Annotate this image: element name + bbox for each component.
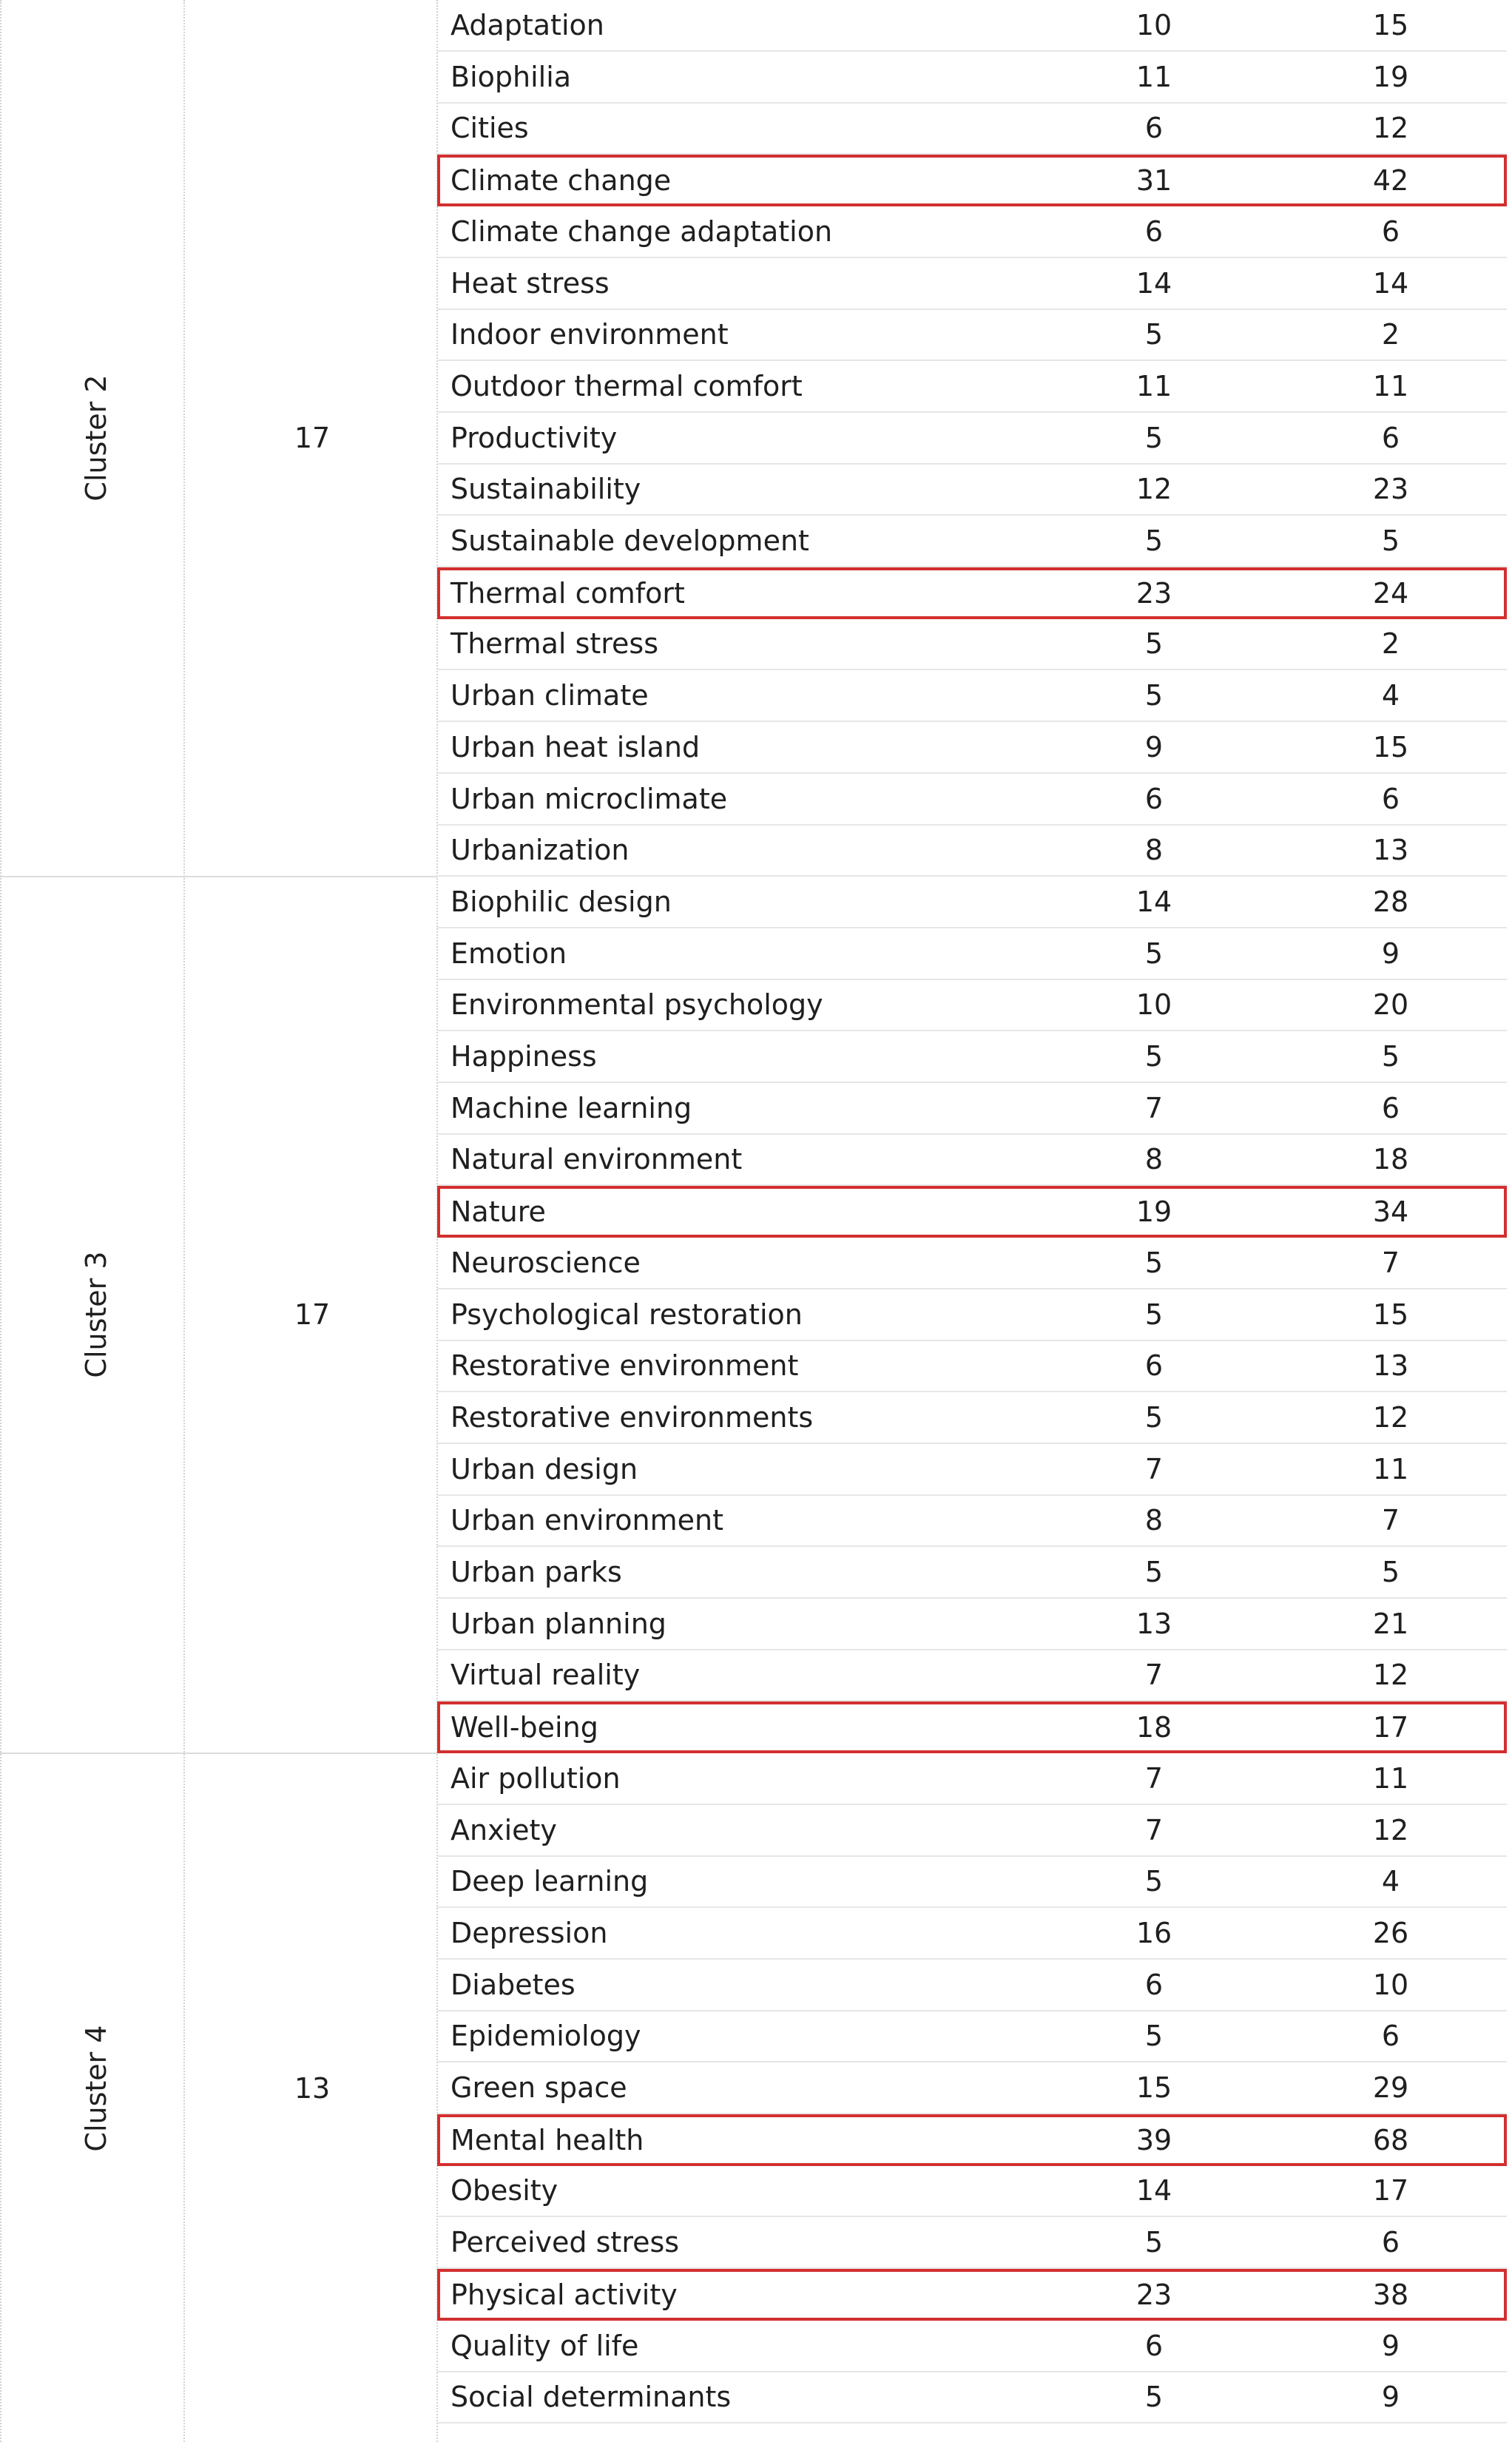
count-cell-a: 14 — [1135, 266, 1172, 300]
keyword-cell: Epidemiology — [450, 2020, 641, 2053]
count-cell-a: 7 — [1144, 1659, 1164, 1692]
count-cell-a: 5 — [1144, 1865, 1164, 1898]
count-cell-a: 5 — [1144, 627, 1164, 661]
count-cell-a: 8 — [1144, 1504, 1164, 1537]
count-cell-a: 5 — [1144, 937, 1164, 970]
count-cell-b: 2 — [1381, 627, 1400, 661]
count-cell-a: 10 — [1135, 9, 1172, 41]
count-cell-a: 5 — [1144, 2381, 1164, 2414]
table-row-highlighted — [437, 2114, 1507, 2166]
count-cell-b: 2 — [1381, 318, 1400, 351]
count-cell-a: 5 — [1144, 318, 1164, 351]
table-row — [437, 1444, 1507, 1496]
keyword-cell: Restorative environment — [450, 1349, 799, 1383]
count-cell-a: 5 — [1144, 421, 1164, 454]
keyword-cell: Environmental psychology — [450, 988, 823, 1022]
keyword-cell: Thermal comfort — [450, 576, 685, 610]
count-cell-b: 9 — [1381, 937, 1400, 970]
table-row — [437, 1289, 1507, 1341]
keyword-cell: Adaptation — [450, 9, 604, 41]
count-cell-b: 11 — [1372, 1761, 1409, 1795]
keyword-cell: Air pollution — [450, 1761, 621, 1795]
column-divider-cluster — [183, 0, 185, 2442]
count-cell-a: 8 — [1144, 834, 1164, 867]
count-cell-b: 7 — [1381, 1246, 1400, 1279]
table-row — [437, 2011, 1507, 2062]
table-row — [437, 670, 1507, 722]
keyword-cell: Outdoor thermal comfort — [450, 369, 803, 402]
count-cell-a: 7 — [1144, 1813, 1164, 1846]
count-cell-a: 6 — [1144, 1968, 1164, 2001]
table-row — [437, 1340, 1507, 1392]
keyword-cell: Indoor environment — [450, 318, 729, 351]
count-cell-b: 6 — [1381, 2020, 1400, 2053]
table-row — [437, 103, 1507, 155]
keyword-cell: Climate change adaptation — [450, 215, 833, 248]
count-cell-a: 7 — [1144, 1091, 1164, 1124]
keyword-cell: Green space — [450, 2071, 627, 2104]
table-row — [437, 979, 1507, 1031]
table-row-highlighted — [437, 1701, 1507, 1753]
count-cell-a: 5 — [1144, 679, 1164, 712]
table-row — [437, 618, 1507, 670]
count-cell-a: 12 — [1135, 473, 1172, 506]
keyword-cell: Climate change — [450, 164, 672, 198]
keyword-cell: Urban microclimate — [450, 782, 728, 815]
count-cell-b: 15 — [1372, 730, 1409, 763]
table-row — [437, 1238, 1507, 1289]
count-cell-b: 12 — [1372, 1813, 1409, 1846]
cluster-keyword-count: 17 — [294, 1298, 331, 1332]
count-cell-a: 6 — [1144, 782, 1164, 815]
count-cell-a: 6 — [1144, 215, 1164, 248]
count-cell-a: 9 — [1144, 730, 1164, 763]
table-row — [437, 825, 1507, 877]
count-cell-b: 6 — [1381, 215, 1400, 248]
table-row — [437, 2372, 1507, 2424]
count-cell-a: 5 — [1144, 1298, 1164, 1331]
table-row — [437, 52, 1507, 104]
count-cell-b: 17 — [1372, 1711, 1409, 1744]
table-left-border — [0, 0, 1, 2442]
keyword-cell: Thermal stress — [450, 627, 659, 661]
table-row — [437, 1031, 1507, 1083]
count-cell-a: 23 — [1135, 2278, 1172, 2311]
table-row — [437, 413, 1507, 465]
table-row — [437, 2165, 1507, 2217]
keyword-cell: Urban heat island — [450, 730, 701, 763]
keyword-cell: Psychological restoration — [450, 1298, 803, 1331]
count-cell-a: 39 — [1135, 2123, 1172, 2156]
count-cell-a: 5 — [1144, 2226, 1164, 2259]
cluster-keyword-count: 17 — [294, 422, 331, 455]
count-cell-b: 29 — [1372, 2071, 1409, 2104]
table-row — [437, 464, 1507, 516]
count-cell-a: 15 — [1135, 2071, 1172, 2104]
keyword-cell: Restorative environments — [450, 1400, 814, 1434]
count-cell-a: 6 — [1144, 1349, 1164, 1383]
table-row — [437, 0, 1507, 52]
keyword-cell: Happiness — [450, 1040, 597, 1073]
table-row — [437, 2062, 1507, 2114]
count-cell-a: 19 — [1135, 1195, 1172, 1229]
count-cell-b: 21 — [1372, 1607, 1409, 1640]
count-cell-b: 5 — [1381, 1040, 1400, 1073]
table-row-highlighted — [437, 2269, 1507, 2321]
keyword-cell: Biophilic design — [450, 885, 672, 918]
keyword-cell: Well-being — [450, 1711, 598, 1744]
count-cell-b: 42 — [1372, 164, 1409, 198]
keyword-cell: Emotion — [450, 937, 567, 970]
count-cell-a: 5 — [1144, 2020, 1164, 2053]
count-cell-b: 5 — [1381, 1556, 1400, 1588]
keyword-cell: Social determinants — [450, 2381, 732, 2414]
table-row-highlighted — [437, 1186, 1507, 1238]
count-cell-b: 34 — [1372, 1195, 1409, 1229]
table-row — [437, 2321, 1507, 2372]
keyword-cell: Urbanization — [450, 834, 630, 867]
count-cell-b: 11 — [1372, 1452, 1409, 1485]
count-cell-b: 4 — [1381, 1865, 1400, 1898]
count-cell-a: 5 — [1144, 1400, 1164, 1434]
keyword-cell: Sustainable development — [450, 525, 809, 557]
count-cell-b: 6 — [1381, 782, 1400, 815]
count-cell-b: 12 — [1372, 1659, 1409, 1692]
keyword-cell: Productivity — [450, 421, 618, 454]
table-row — [437, 1908, 1507, 1960]
count-cell-b: 11 — [1372, 369, 1409, 402]
keyword-cell: Mental health — [450, 2123, 644, 2156]
count-cell-b: 4 — [1381, 679, 1400, 712]
count-cell-b: 14 — [1372, 266, 1409, 300]
keyword-cell: Urban design — [450, 1452, 638, 1485]
count-cell-b: 19 — [1372, 60, 1409, 93]
keyword-cell: Urban planning — [450, 1607, 666, 1640]
count-cell-a: 5 — [1144, 1556, 1164, 1588]
keyword-cell: Cities — [450, 112, 529, 145]
table-row — [437, 206, 1507, 258]
count-cell-b: 13 — [1372, 1349, 1409, 1383]
keyword-cell: Urban parks — [450, 1556, 622, 1588]
table-row — [437, 1805, 1507, 1857]
keyword-cell: Natural environment — [450, 1143, 743, 1176]
count-cell-b: 5 — [1381, 525, 1400, 557]
count-cell-b: 24 — [1372, 576, 1409, 610]
keyword-cell: Machine learning — [450, 1091, 692, 1124]
cluster-separator — [0, 1753, 437, 1754]
table-row — [437, 722, 1507, 774]
table-row — [437, 1650, 1507, 1701]
keyword-cell: Biophilia — [450, 60, 572, 93]
keyword-cell: Physical activity — [450, 2278, 678, 2311]
cluster-keyword-count: 13 — [294, 2071, 331, 2105]
keyword-cell: Urban climate — [450, 679, 649, 712]
count-cell-a: 7 — [1144, 1452, 1164, 1485]
count-cell-a: 31 — [1135, 164, 1172, 198]
count-cell-b: 38 — [1372, 2278, 1409, 2311]
table-row — [437, 309, 1507, 361]
keyword-cell: Quality of life — [450, 2329, 639, 2362]
count-cell-b: 18 — [1372, 1143, 1409, 1176]
count-cell-b: 17 — [1372, 2174, 1409, 2207]
table-row — [437, 1495, 1507, 1547]
count-cell-b: 68 — [1372, 2123, 1409, 2156]
count-cell-b: 23 — [1372, 473, 1409, 506]
count-cell-b: 6 — [1381, 1091, 1400, 1124]
keyword-cell: Depression — [450, 1916, 608, 1949]
cluster-separator — [0, 876, 437, 877]
count-cell-a: 10 — [1135, 988, 1172, 1022]
count-cell-a: 14 — [1135, 2174, 1172, 2207]
table-row — [437, 1547, 1507, 1599]
count-cell-a: 11 — [1135, 60, 1172, 93]
count-cell-b: 9 — [1381, 2329, 1400, 2362]
count-cell-a: 6 — [1144, 2329, 1164, 2362]
count-cell-a: 5 — [1144, 525, 1164, 557]
keyword-cell: Perceived stress — [450, 2226, 680, 2259]
count-cell-b: 12 — [1372, 1400, 1409, 1434]
count-cell-b: 7 — [1381, 1504, 1400, 1537]
count-cell-a: 11 — [1135, 369, 1172, 402]
cluster-label-text: Cluster 3 — [80, 1251, 112, 1378]
table-row — [437, 1392, 1507, 1444]
table-row — [437, 774, 1507, 826]
table-row — [437, 1856, 1507, 1908]
count-cell-a: 5 — [1144, 1040, 1164, 1073]
keyword-cell: Heat stress — [450, 266, 610, 300]
table-row — [437, 516, 1507, 567]
count-cell-a: 5 — [1144, 1246, 1164, 1279]
keyword-cell: Sustainability — [450, 473, 641, 506]
keyword-cell: Neuroscience — [450, 1246, 641, 1279]
table-row — [437, 1083, 1507, 1135]
count-cell-b: 28 — [1372, 885, 1409, 918]
table-row-highlighted — [437, 567, 1507, 619]
table-row — [437, 877, 1507, 928]
count-cell-b: 15 — [1372, 9, 1409, 41]
keyword-cell: Deep learning — [450, 1865, 649, 1898]
keyword-cell: Diabetes — [450, 1968, 576, 2001]
count-cell-a: 18 — [1135, 1711, 1172, 1744]
table-row — [437, 1960, 1507, 2011]
cluster-label-text: Cluster 2 — [80, 374, 112, 502]
table-row — [437, 1134, 1507, 1186]
count-cell-a: 8 — [1144, 1143, 1164, 1176]
keyword-cell: Nature — [450, 1195, 546, 1229]
count-cell-b: 20 — [1372, 988, 1409, 1022]
count-cell-b: 10 — [1372, 1968, 1409, 2001]
count-cell-a: 13 — [1135, 1607, 1172, 1640]
count-cell-a: 6 — [1144, 112, 1164, 145]
count-cell-b: 26 — [1372, 1916, 1409, 1949]
table-row-highlighted — [437, 155, 1507, 206]
count-cell-b: 9 — [1381, 2381, 1400, 2414]
count-cell-b: 6 — [1381, 2226, 1400, 2259]
count-cell-a: 14 — [1135, 885, 1172, 918]
count-cell-a: 16 — [1135, 1916, 1172, 1949]
count-cell-b: 13 — [1372, 834, 1409, 867]
keyword-cell: Anxiety — [450, 1813, 557, 1846]
table-row — [437, 928, 1507, 980]
table-row — [437, 1753, 1507, 1805]
count-cell-b: 12 — [1372, 112, 1409, 145]
cluster-label-text: Cluster 4 — [80, 2025, 112, 2152]
keyword-cell: Virtual reality — [450, 1659, 641, 1692]
count-cell-a: 7 — [1144, 1761, 1164, 1795]
keyword-cell: Obesity — [450, 2174, 558, 2207]
count-cell-a: 23 — [1135, 576, 1172, 610]
table-row — [437, 361, 1507, 413]
keyword-cell: Urban environment — [450, 1504, 724, 1537]
table-row — [437, 2217, 1507, 2269]
table-row — [437, 258, 1507, 310]
count-cell-b: 6 — [1381, 421, 1400, 454]
table-row — [437, 1599, 1507, 1650]
count-cell-b: 15 — [1372, 1298, 1409, 1331]
